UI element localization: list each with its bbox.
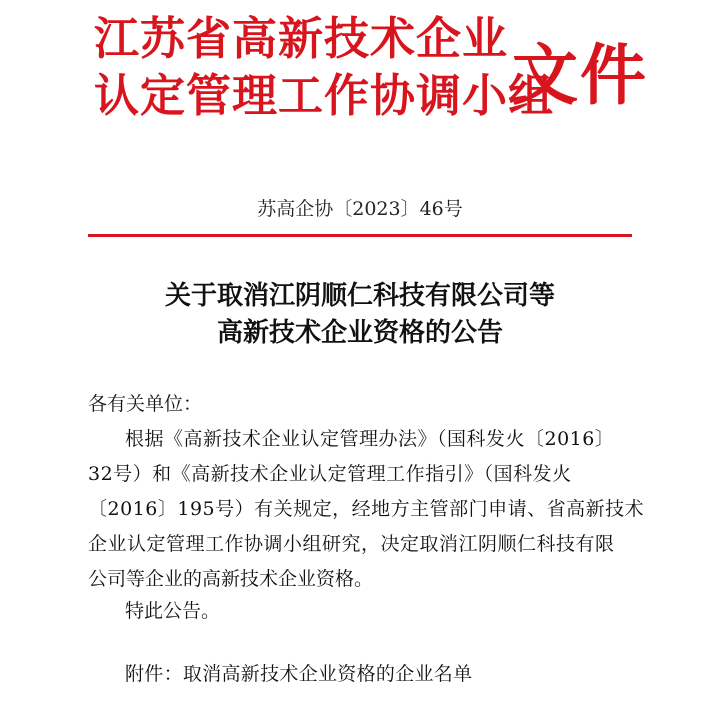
- issuer-name-line2: 认定管理工作协调小组: [94, 69, 555, 122]
- issuer-name-line1: 江苏省高新技术企业: [94, 12, 509, 65]
- body-line-4: 企业认定管理工作协调小组研究，决定取消江阴顺仁科技有限: [88, 533, 615, 555]
- document-title-line1: 关于取消江阴顺仁科技有限公司等: [164, 281, 555, 311]
- body-line-5: 公司等企业的高新技术企业资格。: [88, 568, 374, 590]
- document-number: 苏高企协〔2023〕46号: [257, 198, 463, 220]
- body-line-1: 根据《高新技术企业认定管理办法》（国科发火〔2016〕: [125, 428, 615, 450]
- document-type-label: 文件: [512, 36, 648, 114]
- body-line-3: 〔2016〕195号）有关规定，经地方主管部门申请、省高新技术: [88, 498, 645, 520]
- document-title-line2: 高新技术企业资格的公告: [216, 318, 503, 348]
- salutation: 各有关单位：: [88, 393, 203, 415]
- body-line-2: 32号）和《高新技术企业认定管理工作指引》（国科发火: [88, 463, 572, 485]
- red-divider-line: [88, 234, 632, 237]
- closing-text: 特此公告。: [125, 600, 221, 622]
- attachment-note: 附件：取消高新技术企业资格的企业名单: [125, 663, 473, 685]
